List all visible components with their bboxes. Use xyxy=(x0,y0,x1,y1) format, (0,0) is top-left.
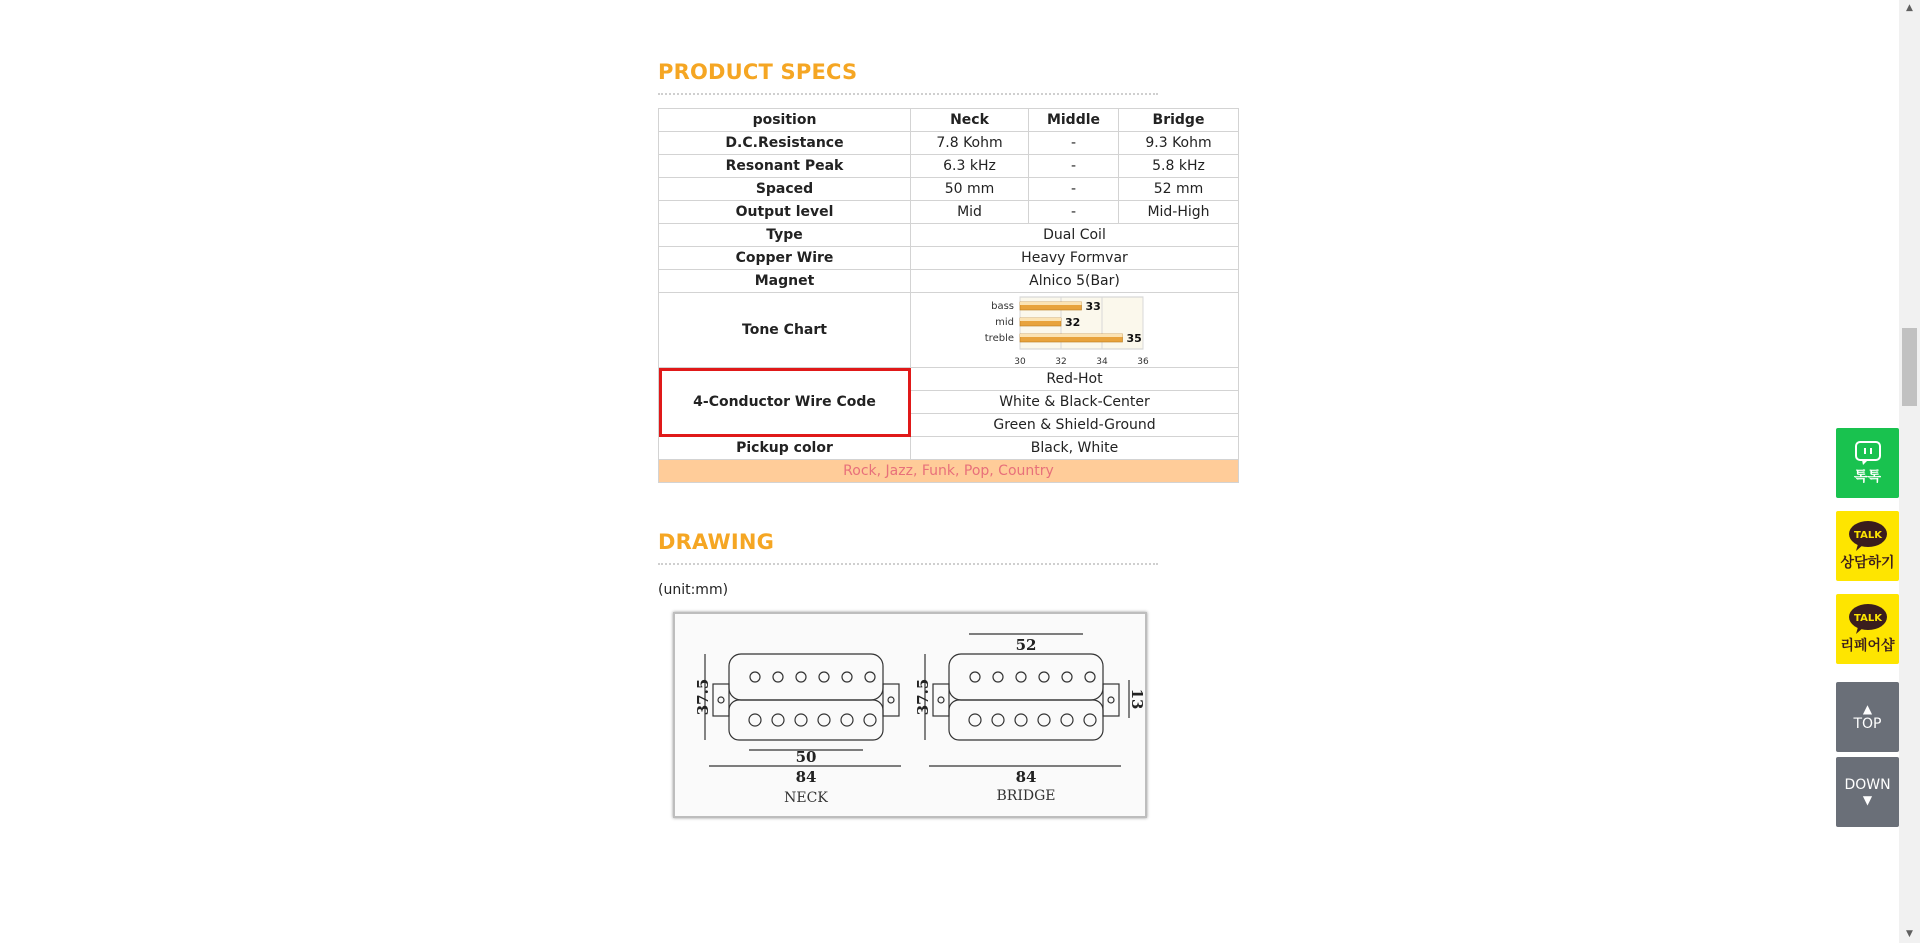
arrow-up-icon: ▲ xyxy=(1862,702,1873,716)
table-cell: Mid-High xyxy=(1119,201,1239,224)
scrollbar-thumb[interactable] xyxy=(1902,328,1917,406)
kakao-talk-icon xyxy=(1848,520,1888,552)
down-label: DOWN xyxy=(1844,777,1891,793)
table-header-row xyxy=(659,109,1239,132)
chart-tick-label: 36 xyxy=(1136,357,1149,367)
table-cell: White & Black-Center xyxy=(911,391,1239,414)
table-cell: 50 mm xyxy=(911,178,1029,201)
kakao-consult-label: 상담하기 xyxy=(1840,555,1895,571)
kakao-icon-text: TALK xyxy=(1853,530,1882,541)
dim-neck-length: 84 xyxy=(795,768,817,786)
kakao-repair-button[interactable] xyxy=(1836,594,1899,664)
table-row xyxy=(659,132,1239,155)
table-cell: Green & Shield-Ground xyxy=(911,414,1239,437)
row-label: Resonant Peak xyxy=(659,155,911,178)
table-row xyxy=(659,247,1239,270)
arrow-down-icon: ▼ xyxy=(1862,793,1873,807)
chat-bubble-icon xyxy=(1854,440,1882,466)
header-cell: Bridge xyxy=(1119,109,1239,132)
kakao-consult-button[interactable] xyxy=(1836,511,1899,581)
chart-category-label: bass xyxy=(990,301,1014,312)
title-divider xyxy=(658,93,1158,95)
drawing-title: DRAWING xyxy=(658,530,775,554)
kakao-icon-text: TALK xyxy=(1853,613,1882,624)
table-row xyxy=(659,270,1239,293)
bridge-label: BRIDGE xyxy=(996,788,1056,804)
header-cell: position xyxy=(659,109,911,132)
title-divider xyxy=(658,563,1158,565)
table-row xyxy=(659,155,1239,178)
dim-bridge-spacing: 52 xyxy=(1015,636,1037,654)
row-label: Tone Chart xyxy=(659,293,911,368)
table-cell: 7.8 Kohm xyxy=(911,132,1029,155)
scrollbar[interactable] xyxy=(1899,0,1920,943)
scroll-down-button[interactable] xyxy=(1836,757,1899,827)
top-label: TOP xyxy=(1853,716,1882,732)
table-cell: Alnico 5(Bar) xyxy=(911,270,1239,293)
dim-mount: 13 xyxy=(1128,688,1145,710)
table-cell: 52 mm xyxy=(1119,178,1239,201)
table-cell: - xyxy=(1029,155,1119,178)
chart-category-label: treble xyxy=(984,333,1014,344)
table-cell: Mid xyxy=(911,201,1029,224)
scroll-up-arrow-icon[interactable]: ▲ xyxy=(1906,3,1913,13)
table-cell: Red-Hot xyxy=(911,368,1239,391)
dim-height-neck: 37.5 xyxy=(694,678,712,716)
row-label-highlighted: 4-Conductor Wire Code xyxy=(659,368,911,437)
row-label: Copper Wire xyxy=(659,247,911,270)
neck-label: NECK xyxy=(784,790,828,806)
dim-neck-spacing: 50 xyxy=(795,748,817,766)
table-row xyxy=(659,293,1239,368)
scroll-down-arrow-icon[interactable]: ▼ xyxy=(1906,929,1913,939)
table-cell: - xyxy=(1029,178,1119,201)
dim-bridge-length: 84 xyxy=(1015,768,1037,786)
chart-category-label: mid xyxy=(994,317,1014,328)
chart-bar-highlight xyxy=(1020,334,1123,337)
genre-cell: Rock, Jazz, Funk, Pop, Country xyxy=(659,460,1239,483)
kakao-talk-icon xyxy=(1848,603,1888,635)
row-label: Pickup color xyxy=(659,437,911,460)
table-row xyxy=(659,201,1239,224)
row-label: Magnet xyxy=(659,270,911,293)
genre-row xyxy=(659,460,1239,483)
tone-chart-cell xyxy=(911,293,1239,368)
chart-tick-label: 32 xyxy=(1054,357,1067,367)
table-cell: Black, White xyxy=(911,437,1239,460)
chart-tick-label: 30 xyxy=(1013,357,1026,367)
table-cell: - xyxy=(1029,201,1119,224)
table-cell: - xyxy=(1029,132,1119,155)
chart-data-label: 35 xyxy=(1126,332,1142,345)
talktalk-label: 톡톡 xyxy=(1853,469,1882,485)
table-cell: Heavy Formvar xyxy=(911,247,1239,270)
table-cell: 5.8 kHz xyxy=(1119,155,1239,178)
pickup-drawing-svg xyxy=(675,614,1145,816)
chart-tick-label: 34 xyxy=(1095,357,1108,367)
table-cell: 9.3 Kohm xyxy=(1119,132,1239,155)
row-label: Output level xyxy=(659,201,911,224)
specs-table xyxy=(658,108,1239,483)
product-specs-title: PRODUCT SPECS xyxy=(658,60,858,84)
chart-bar-highlight xyxy=(1020,318,1061,321)
row-label: D.C.Resistance xyxy=(659,132,911,155)
dim-height-bridge: 37.5 xyxy=(914,678,932,716)
header-cell: Neck xyxy=(911,109,1029,132)
unit-label: (unit:mm) xyxy=(658,582,729,598)
tone-chart xyxy=(975,293,1175,367)
table-cell: 6.3 kHz xyxy=(911,155,1029,178)
table-row xyxy=(659,224,1239,247)
chart-bar-highlight xyxy=(1020,302,1082,305)
row-label: Type xyxy=(659,224,911,247)
pickup-drawing xyxy=(673,612,1147,818)
row-label: Spaced xyxy=(659,178,911,201)
talktalk-button[interactable] xyxy=(1836,428,1899,498)
table-row xyxy=(659,368,1239,391)
table-cell: Dual Coil xyxy=(911,224,1239,247)
kakao-repair-label: 리페어샵 xyxy=(1840,638,1895,654)
chart-data-label: 32 xyxy=(1064,316,1080,329)
chart-data-label: 33 xyxy=(1085,300,1101,313)
header-cell: Middle xyxy=(1029,109,1119,132)
scroll-top-button[interactable] xyxy=(1836,682,1899,752)
table-row xyxy=(659,437,1239,460)
table-row xyxy=(659,178,1239,201)
